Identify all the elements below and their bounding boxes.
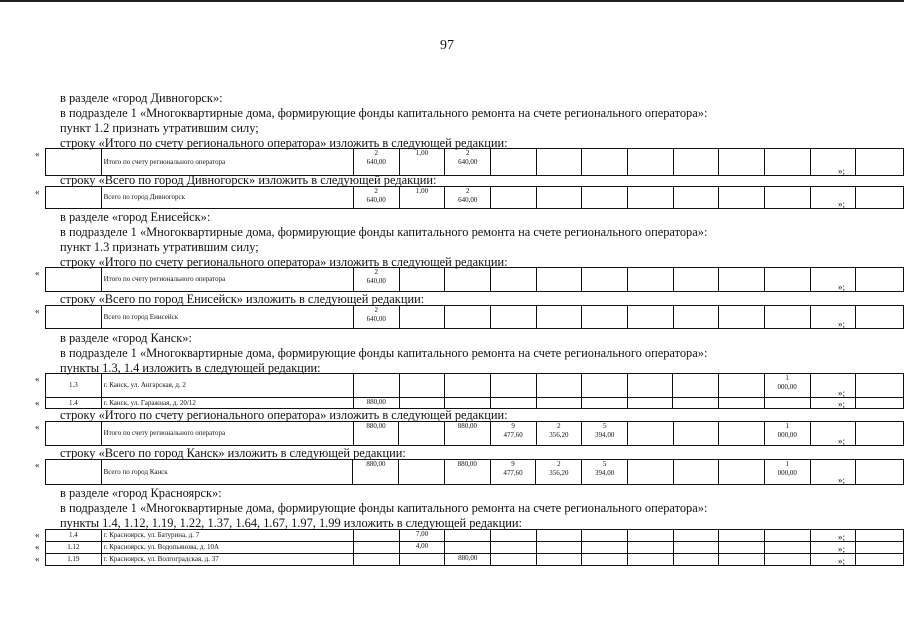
value-cell xyxy=(810,554,856,566)
instruction-text: строку «Итого по счету регионального оператора» изложить в следующей редакции: xyxy=(60,408,508,422)
value-cell: 2 640,00 xyxy=(353,149,399,176)
value-cell xyxy=(353,554,399,566)
value-cell xyxy=(353,374,399,398)
closing-quote-mark: »; xyxy=(838,399,846,409)
closing-quote-mark: »; xyxy=(838,436,846,446)
value-cell xyxy=(719,422,765,446)
value-cell xyxy=(628,542,674,554)
value-cell xyxy=(856,398,904,409)
instruction-text: строку «Всего по город Енисейск» изложить в следующей редакции: xyxy=(60,292,425,306)
section-heading: в разделе «город Дивногорск»: xyxy=(60,91,223,105)
value-cell xyxy=(582,530,628,542)
value-cell xyxy=(810,542,856,554)
row-number-cell xyxy=(46,460,102,485)
value-cell xyxy=(536,268,582,292)
opening-quote-mark: « xyxy=(35,554,40,564)
value-cell xyxy=(719,268,765,292)
value-cell xyxy=(536,374,582,398)
instruction-text: строку «Всего по город Дивногорск» изложить в следующей редакции: xyxy=(60,173,437,187)
amendment-table xyxy=(45,148,904,176)
opening-quote-mark: « xyxy=(35,542,40,552)
value-cell xyxy=(353,530,399,542)
closing-quote-mark: »; xyxy=(838,388,846,398)
instruction-text: строку «Итого по счету регионального оператора» изложить в следующей редакции: xyxy=(60,136,508,150)
subsection-heading: в подразделе 1 «Многоквартирные дома, формирующие фонды капитального ремонта на счете регионального оператора»: xyxy=(60,225,708,239)
value-cell xyxy=(673,422,719,446)
row-number-cell xyxy=(46,422,102,446)
row-name-cell: Всего по город Дивногорск xyxy=(101,187,353,209)
value-cell xyxy=(445,268,491,292)
amendment-table xyxy=(45,186,904,209)
value-cell: 4,00 xyxy=(399,542,445,554)
value-cell: 9 477,60 xyxy=(490,422,536,446)
closing-quote-mark: »; xyxy=(838,319,846,329)
value-cell xyxy=(719,530,765,542)
value-cell xyxy=(491,187,537,209)
value-cell xyxy=(673,149,719,176)
value-cell xyxy=(810,187,856,209)
row-name-cell: Итого по счету регионального оператора xyxy=(101,422,353,446)
value-cell xyxy=(673,530,719,542)
value-cell xyxy=(399,306,445,329)
value-cell xyxy=(856,149,904,176)
value-cell: 9 477,60 xyxy=(490,460,536,485)
table-row xyxy=(46,306,904,329)
opening-quote-mark: « xyxy=(35,306,40,316)
value-cell xyxy=(856,530,904,542)
value-cell: 7,00 xyxy=(399,530,445,542)
value-cell xyxy=(536,149,582,176)
value-cell xyxy=(582,554,628,566)
instruction-text: строку «Всего по город Канск» изложить в следующей редакции: xyxy=(60,446,406,460)
page-top-border xyxy=(0,0,904,2)
value-cell: 5 394,00 xyxy=(582,422,628,446)
row-number-cell: 1.12 xyxy=(46,542,102,554)
value-cell xyxy=(764,530,810,542)
value-cell xyxy=(719,542,765,554)
value-cell xyxy=(628,422,674,446)
value-cell xyxy=(810,306,856,329)
subsection-heading: в подразделе 1 «Многоквартирные дома, формирующие фонды капитального ремонта на счете регионального оператора»: xyxy=(60,346,708,360)
instruction-text: пункт 1.3 признать утратившим силу; xyxy=(60,240,259,254)
value-cell: 880,00 xyxy=(444,422,490,446)
value-cell xyxy=(628,554,674,566)
value-cell: 2 356,20 xyxy=(536,460,582,485)
value-cell: 880,00 xyxy=(444,460,490,485)
value-cell xyxy=(491,149,537,176)
opening-quote-mark: « xyxy=(35,398,40,408)
value-cell xyxy=(536,306,582,329)
row-name-cell: Всего по город Енисейск xyxy=(101,306,353,329)
value-cell xyxy=(628,530,674,542)
amendment-table xyxy=(45,529,904,566)
value-cell xyxy=(764,306,810,329)
value-cell xyxy=(856,460,904,485)
closing-quote-mark: »; xyxy=(838,166,846,176)
value-cell xyxy=(536,530,582,542)
row-name-cell: г. Канск, ул. Ангарская, д. 2 xyxy=(101,374,353,398)
value-cell xyxy=(490,306,536,329)
value-cell xyxy=(399,554,445,566)
value-cell: 1,00 xyxy=(399,149,445,176)
value-cell xyxy=(627,374,673,398)
table-row xyxy=(46,422,904,446)
amendment-table xyxy=(45,459,904,485)
closing-quote-mark: »; xyxy=(838,544,846,554)
opening-quote-mark: « xyxy=(35,374,40,384)
amendment-table xyxy=(45,373,904,409)
value-cell xyxy=(764,554,810,566)
value-cell xyxy=(719,149,765,176)
value-cell xyxy=(490,398,536,409)
value-cell xyxy=(536,187,582,209)
value-cell xyxy=(491,530,537,542)
table-row xyxy=(46,542,904,554)
value-cell: 880,00 xyxy=(445,554,491,566)
closing-quote-mark: »; xyxy=(838,556,846,566)
value-cell xyxy=(719,187,765,209)
page-number: 97 xyxy=(440,38,454,53)
value-cell xyxy=(491,268,537,292)
value-cell xyxy=(810,460,856,485)
value-cell xyxy=(764,268,810,292)
instruction-text: пункты 1.4, 1.12, 1.19, 1.22, 1.37, 1.64, 1.67, 1.97, 1.99 изложить в следующей редакции: xyxy=(60,516,522,530)
closing-quote-mark: »; xyxy=(838,475,846,485)
value-cell xyxy=(810,268,856,292)
value-cell xyxy=(856,187,904,209)
value-cell xyxy=(673,542,719,554)
value-cell xyxy=(491,542,537,554)
value-cell xyxy=(810,422,856,446)
instruction-text: строку «Итого по счету регионального оператора» изложить в следующей редакции: xyxy=(60,255,508,269)
value-cell xyxy=(399,268,445,292)
opening-quote-mark: « xyxy=(35,268,40,278)
value-cell xyxy=(673,398,719,409)
value-cell xyxy=(582,398,628,409)
closing-quote-mark: »; xyxy=(838,282,846,292)
table-row xyxy=(46,460,904,485)
opening-quote-mark: « xyxy=(35,187,40,197)
value-cell xyxy=(856,542,904,554)
value-cell xyxy=(719,374,765,398)
opening-quote-mark: « xyxy=(35,460,40,470)
value-cell: 1 000,00 xyxy=(764,422,810,446)
table-row xyxy=(46,149,904,176)
section-heading: в разделе «город Красноярск»: xyxy=(60,486,222,500)
value-cell: 2 640,00 xyxy=(353,268,399,292)
value-cell xyxy=(445,530,491,542)
value-cell xyxy=(810,149,856,176)
closing-quote-mark: »; xyxy=(838,199,846,209)
table-row xyxy=(46,398,904,409)
section-heading: в разделе «город Канск»: xyxy=(60,331,192,345)
row-number-cell xyxy=(46,187,102,209)
row-number-cell: 1.4 xyxy=(46,398,102,409)
value-cell xyxy=(399,460,445,485)
row-name-cell: Итого по счету регионального оператора xyxy=(101,149,353,176)
table-row xyxy=(46,374,904,398)
value-cell xyxy=(353,542,399,554)
value-cell xyxy=(673,268,719,292)
value-cell xyxy=(399,422,445,446)
value-cell xyxy=(445,542,491,554)
value-cell xyxy=(765,149,811,176)
value-cell xyxy=(856,422,904,446)
value-cell xyxy=(582,542,628,554)
value-cell xyxy=(719,460,765,485)
row-number-cell: 1.19 xyxy=(46,554,102,566)
value-cell xyxy=(399,398,445,409)
value-cell xyxy=(856,268,904,292)
value-cell xyxy=(582,149,628,176)
value-cell xyxy=(536,398,582,409)
value-cell xyxy=(673,187,719,209)
value-cell xyxy=(628,187,674,209)
row-number-cell: 1.3 xyxy=(46,374,102,398)
value-cell xyxy=(582,268,628,292)
instruction-text: пункты 1.3, 1.4 изложить в следующей редакции: xyxy=(60,361,321,375)
subsection-heading: в подразделе 1 «Многоквартирные дома, формирующие фонды капитального ремонта на счете регионального оператора»: xyxy=(60,501,708,515)
section-heading: в разделе «город Енисейск»: xyxy=(60,210,211,224)
value-cell xyxy=(673,460,719,485)
value-cell xyxy=(582,187,628,209)
value-cell xyxy=(673,374,719,398)
value-cell xyxy=(810,374,856,398)
amendment-table xyxy=(45,421,904,446)
value-cell xyxy=(628,460,674,485)
value-cell: 2 640,00 xyxy=(353,187,399,209)
value-cell xyxy=(856,554,904,566)
value-cell: 1 000,00 xyxy=(764,374,810,398)
value-cell: 2 640,00 xyxy=(445,187,491,209)
value-cell xyxy=(810,398,856,409)
row-name-cell: г. Красноярск, ул. Водопьянова, д. 10А xyxy=(101,542,353,554)
opening-quote-mark: « xyxy=(35,422,40,432)
value-cell xyxy=(399,374,445,398)
value-cell xyxy=(856,374,904,398)
amendment-table xyxy=(45,305,904,329)
value-cell xyxy=(491,554,537,566)
opening-quote-mark: « xyxy=(35,530,40,540)
value-cell: 880,00 xyxy=(353,460,399,485)
table-row xyxy=(46,554,904,566)
value-cell xyxy=(810,530,856,542)
value-cell xyxy=(627,268,673,292)
opening-quote-mark: « xyxy=(35,149,40,159)
value-cell xyxy=(719,306,765,329)
value-cell xyxy=(764,187,810,209)
value-cell xyxy=(627,398,673,409)
value-cell xyxy=(673,306,719,329)
value-cell: 2 640,00 xyxy=(353,306,399,329)
value-cell: 880,00 xyxy=(353,398,399,409)
row-name-cell: Итого по счету регионального оператора xyxy=(101,268,353,292)
row-name-cell: г. Канск, ул. Гаражная, д. 20/12 xyxy=(101,398,353,409)
table-row xyxy=(46,187,904,209)
value-cell xyxy=(582,374,628,398)
table-row xyxy=(46,268,904,292)
amendment-table xyxy=(45,267,904,292)
value-cell xyxy=(445,306,491,329)
value-cell xyxy=(719,554,765,566)
value-cell: 2 640,00 xyxy=(445,149,491,176)
value-cell xyxy=(445,398,491,409)
value-cell: 1,00 xyxy=(399,187,445,209)
value-cell: 1 000,00 xyxy=(764,460,810,485)
row-number-cell xyxy=(46,149,102,176)
closing-quote-mark: »; xyxy=(838,532,846,542)
row-number-cell xyxy=(46,268,102,292)
value-cell xyxy=(582,306,628,329)
value-cell xyxy=(673,554,719,566)
row-name-cell: Всего по город Канск xyxy=(101,460,353,485)
value-cell xyxy=(719,398,765,409)
value-cell xyxy=(628,149,674,176)
row-name-cell: г. Красноярск, ул. Волгоградская, д. 37 xyxy=(101,554,353,566)
value-cell xyxy=(536,542,582,554)
value-cell xyxy=(627,306,673,329)
value-cell xyxy=(536,554,582,566)
value-cell xyxy=(445,374,491,398)
value-cell xyxy=(490,374,536,398)
value-cell xyxy=(856,306,904,329)
value-cell xyxy=(764,542,810,554)
value-cell: 880,00 xyxy=(353,422,399,446)
value-cell: 5 394,00 xyxy=(582,460,628,485)
row-number-cell xyxy=(46,306,102,329)
subsection-heading: в подразделе 1 «Многоквартирные дома, формирующие фонды капитального ремонта на счете регионального оператора»: xyxy=(60,106,708,120)
value-cell: 2 356,20 xyxy=(536,422,582,446)
row-number-cell: 1.4 xyxy=(46,530,102,542)
value-cell xyxy=(764,398,810,409)
instruction-text: пункт 1.2 признать утратившим силу; xyxy=(60,121,259,135)
row-name-cell: г. Красноярск, ул. Батурина, д. 7 xyxy=(101,530,353,542)
table-row xyxy=(46,530,904,542)
